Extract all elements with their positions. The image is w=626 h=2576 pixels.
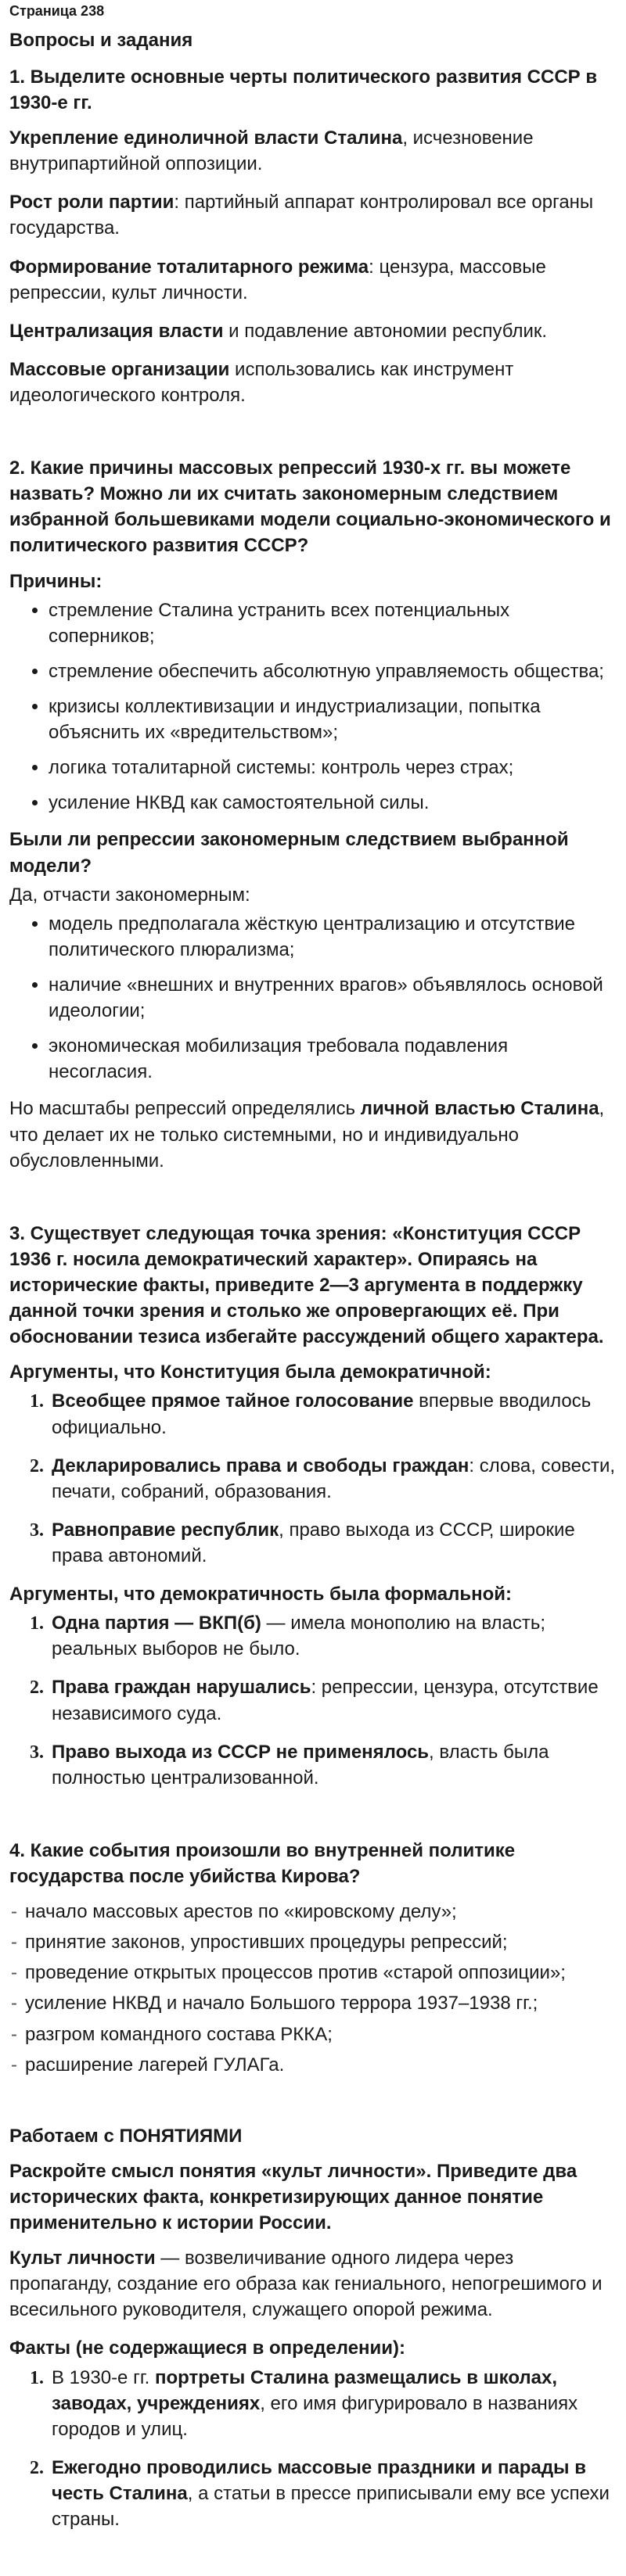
question-3: 3. Существует следующая точка зрения: «Конституция СССР 1936 г. носила демократический характер». Опираясь на исторические факты, приведите 2—3 аргумента в поддержку данной точки зрения и столько же опровергающих её. При обосновании тезиса избегайте рассуждений общего характера. (9, 1222, 604, 1348)
list-item: - разгром командного состава РККА; (25, 2022, 617, 2047)
list-item: 1. Одна партия — ВКП(б) — имела монополию на власть; реальных выборов не было. (49, 1610, 617, 1662)
list-item: - проведение открытых процессов против «старой оппозиции»; (25, 1960, 617, 1986)
question-4: 4. Какие события произошли во внутренней политике государства после убийства Кирова? (9, 1839, 516, 1887)
list-item: • экономическая мобилизация требовала подавления несогласия. (49, 1033, 617, 1085)
list-item: 2. Ежегодно проводились массовые праздники и парады в честь Сталина, а статьи в прессе приписывали ему все успехи страны. (49, 2455, 617, 2532)
list-item: 2. Декларировались права и свободы граждан: слова, совести, печати, собраний, образования. (49, 1453, 617, 1505)
pattern-list (9, 911, 617, 1085)
question-2: 2. Какие причины массовых репрессий 1930-х гг. вы можете назвать? Можно ли их считать закономерным следствием избранной большевиками модели социально-экономического и политического развития СССР? (9, 457, 611, 557)
contra-label: Аргументы, что демократичность была формальной: (9, 1584, 513, 1606)
list-item: • наличие «внешних и внутренних врагов» объявлялось основой идеологии; (49, 972, 617, 1024)
answer-1-item: Массовые организации использовались как инструмент идеологического контроля. (9, 358, 514, 407)
answer-1-item: Формирование тоталитарного режима: цензура, массовые репрессии, культ личности. (9, 256, 546, 303)
pro-list (9, 1388, 617, 1569)
causes-list (9, 597, 617, 816)
list-item: - расширение лагерей ГУЛАГа. (25, 2052, 617, 2078)
contra-list (9, 1610, 617, 1791)
concepts-title: Работаем с ПОНЯТИЯМИ (9, 2125, 243, 2147)
answer-1-item: Централизация власти и подавление автономии республик. (9, 320, 548, 342)
list-item: 2. Права граждан нарушались: репрессии, цензура, отсутствие независимого суда. (49, 1674, 617, 1726)
facts-list (9, 2365, 617, 2533)
page-label: Страница 238 (9, 3, 105, 19)
answer-1-item: Рост роли партии: партийный аппарат контролировал все органы государства. (9, 192, 594, 239)
list-item: - принятие законов, упростивших процедуры репрессий; (25, 1929, 617, 1955)
pattern-question: Были ли репрессии закономерным следствием выбранной модели? (9, 829, 569, 877)
list-item: 3. Право выхода из СССР не применялось, власть была полностью централизованной. (49, 1739, 617, 1791)
list-item: - усиление НКВД и начало Большого террора 1937–1938 гг.; (25, 1990, 617, 2016)
list-item: - начало массовых арестов по «кировскому делу»; (25, 1899, 617, 1925)
section-title: Вопросы и задания (9, 29, 193, 51)
list-item: 1. Всеобщее прямое тайное голосование впервые вводилось официально. (49, 1388, 617, 1440)
causes-label: Причины: (9, 570, 103, 592)
list-item: • усиление НКВД как самостоятельной силы. (49, 790, 617, 816)
question-1: 1. Выделите основные черты политического развития СССР в 1930-е гг. (9, 66, 598, 114)
list-item: • кризисы коллективизации и индустриализации, попытка объяснить их «вредительством»; (49, 694, 617, 745)
list-item: • стремление обеспечить абсолютную управляемость общества; (49, 658, 617, 684)
list-item: • логика тоталитарной системы: контроль через страх; (49, 755, 617, 780)
list-item: 1. В 1930-е гг. портреты Сталина размещались в школах, заводах, учреждениях, его имя фигурировало в названиях городов и улиц. (49, 2365, 617, 2442)
concepts-task: Раскройте смысл понятия «культ личности». Приведите два исторических факта, конкретизирующих данное понятие применительно к истории России. (9, 2160, 577, 2234)
pro-label: Аргументы, что Конституция была демократичной: (9, 1362, 491, 1383)
list-item: • стремление Сталина устранить всех потенциальных соперников; (49, 597, 617, 649)
pattern-answer: Да, отчасти закономерным: (9, 884, 250, 906)
conclusion: Но масштабы репрессий определялись личной властью Сталина, что делает их не только системными, но и индивидуально обусловленными. (9, 1098, 605, 1171)
events-list (9, 1899, 617, 2078)
definition: Культ личности — возвеличивание одного лидера через пропаганду, создание его образа как гениального, непогрешимого и всесильного руководителя, служащего опорой режима. (9, 2248, 603, 2321)
answer-1-item: Укрепление единоличной власти Сталина, исчезновение внутрипартийной оппозиции. (9, 127, 534, 175)
list-item: 3. Равноправие республик, право выхода из СССР, широкие права автономий. (49, 1517, 617, 1569)
facts-label: Факты (не содержащиеся в определении): (9, 2337, 406, 2359)
list-item: • модель предполагала жёсткую централизацию и отсутствие политического плюрализма; (49, 911, 617, 963)
